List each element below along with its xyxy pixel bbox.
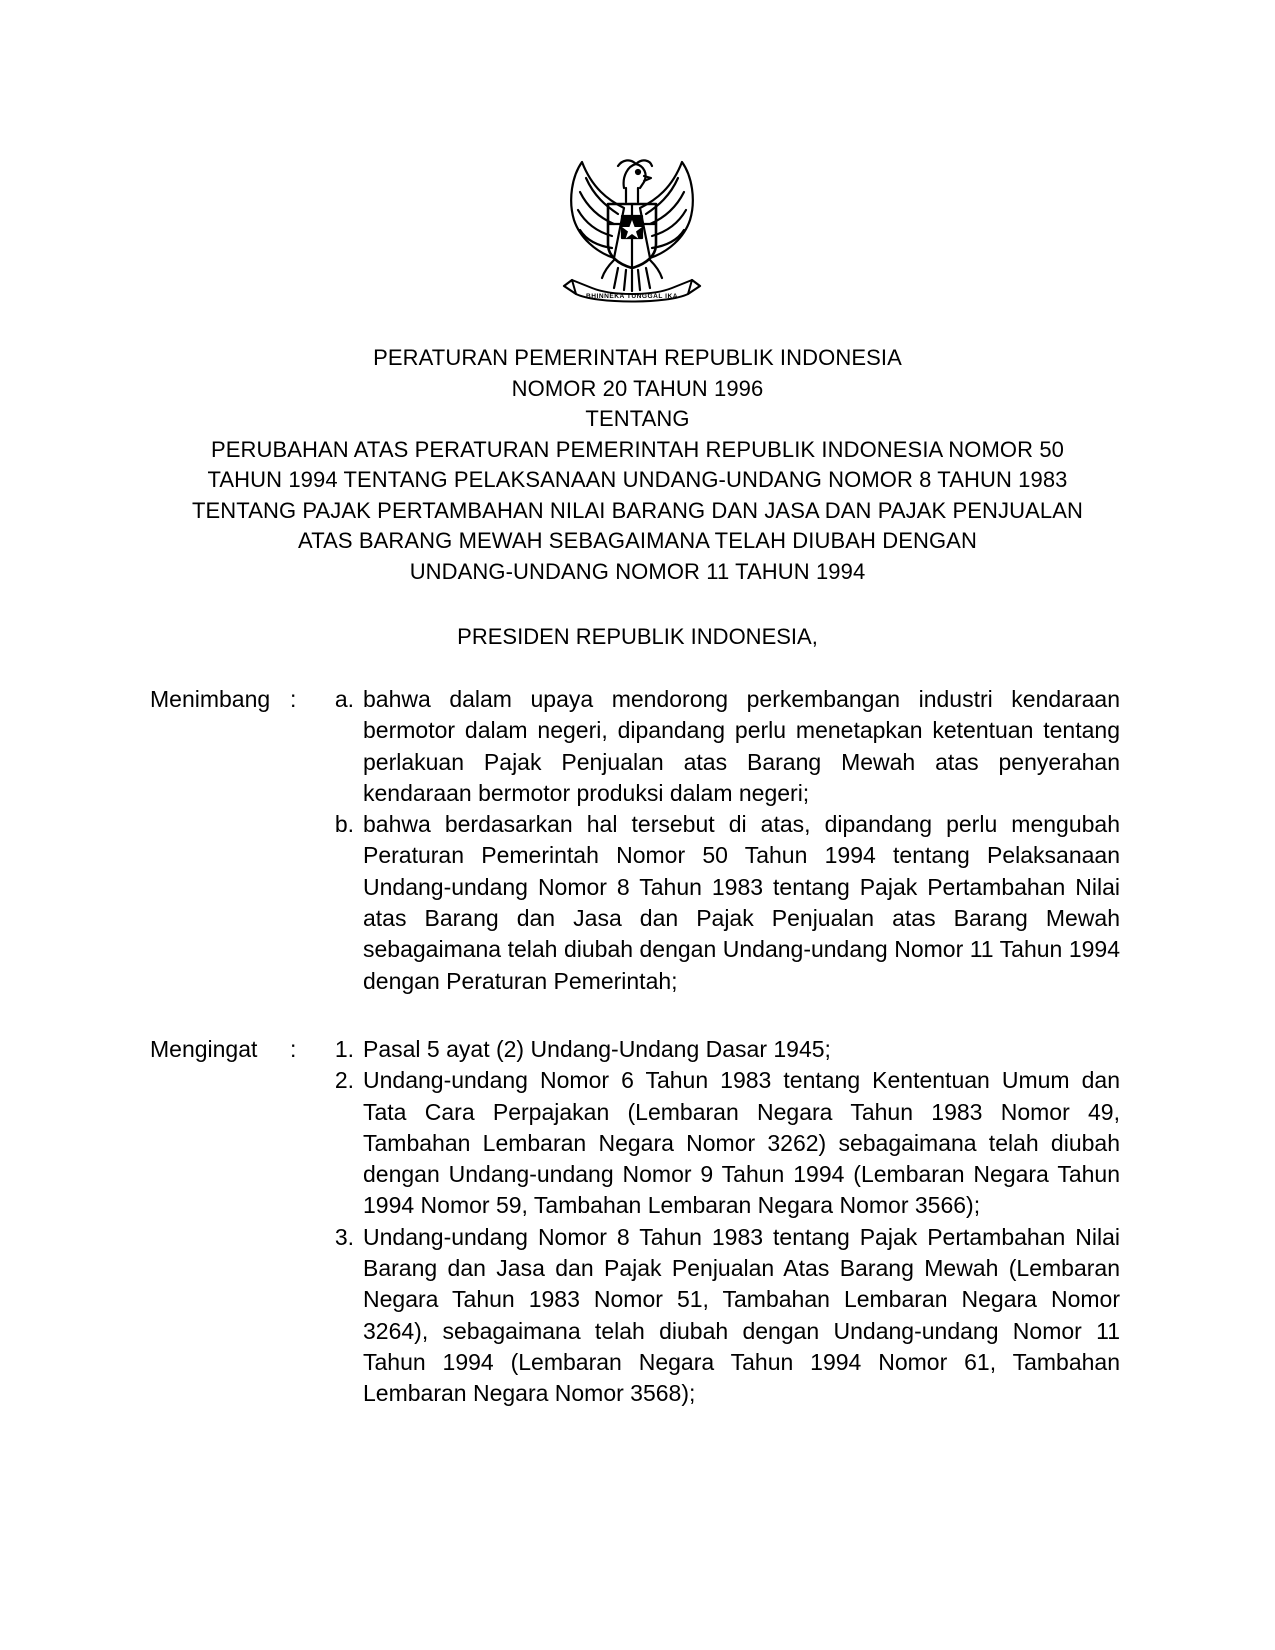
title-line: PERATURAN PEMERINTAH REPUBLIK INDONESIA (373, 345, 902, 370)
section-label: Menimbang (150, 686, 271, 712)
list-item (150, 684, 1120, 809)
item-text: Pasal 5 ayat (2) Undang-Undang Dasar 1945; (363, 1036, 831, 1062)
title-line: TENTANG PAJAK PERTAMBAHAN NILAI BARANG DAN JASA DAN PAJAK PENJUALAN (192, 497, 1083, 523)
mengingat-section (150, 1034, 1120, 1410)
item-text: bahwa berdasarkan hal tersebut di atas, dipandang perlu mengubah Peraturan Pemerintah Nomor 50 Tahun 1994 tentang Pelaksanaan Undang-undang Nomor 8 Tahun 1983 tentang Pajak Pertambahan Nilai atas Barang dan Jasa dan Pajak Penjualan atas Barang Mewah sebagaimana telah diubah dengan Undang-undang Nomor 11 Tahun 1994 dengan Peraturan Pemerintah; (363, 811, 1120, 994)
item-text: Undang-undang Nomor 8 Tahun 1983 tentang Pajak Pertambahan Nilai Barang dan Jasa dan Pajak Penjualan Atas Barang Mewah (Lembaran Negara Tahun 1983 Nomor 51, Tambahan Lembaran Negara Nomor 3264), sebagaimana telah diubah dengan Undang-undang Nomor 11 Tahun 1994 (Lembaran Negara Tahun 1994 Nomor 61, Tambahan Lembaran Negara Nomor 3568); (363, 1223, 1120, 1407)
list-item (150, 1065, 1120, 1221)
item-text: Undang-undang Nomor 6 Tahun 1983 tentang Kententuan Umum dan Tata Cara Perpajakan (Lembaran Negara Tahun 1983 Nomor 49, Tambahan Lembaran Negara Nomor 3262) sebagaimana telah diubah dengan Undang-undang Nomor 9 Tahun 1994 (Lembaran Negara Tahun 1994 Nomor 59, Tambahan Lembaran Negara Nomor 3566); (363, 1067, 1120, 1219)
item-marker: b. (334, 811, 354, 838)
list-item (150, 1222, 1120, 1410)
document-title (150, 343, 1125, 587)
title-line: NOMOR 20 TAHUN 1996 (511, 375, 764, 401)
item-marker: 1. (334, 1036, 354, 1062)
title-line: TENTANG (585, 406, 690, 431)
section-colon: : (290, 1036, 297, 1062)
item-text: bahwa dalam upaya mendorong perkembangan industri kendaraan bermotor dalam negeri, dipandang perlu menetapkan ketentuan tentang perlakuan Pajak Penjualan atas Barang Mewah atas penyerahan kendaraan bermotor produksi dalam negeri; (363, 686, 1120, 806)
item-marker: 2. (334, 1067, 354, 1094)
section-label: Mengingat (150, 1036, 258, 1062)
garuda-emblem-icon (552, 148, 712, 313)
president-line: PRESIDEN REPUBLIK INDONESIA, (457, 624, 818, 649)
list-item (150, 809, 1120, 997)
section-colon: : (290, 686, 297, 712)
svg-text:BHINNEKA TUNGGAL IKA: BHINNEKA TUNGGAL IKA (585, 293, 679, 300)
title-line: TAHUN 1994 TENTANG PELAKSANAAN UNDANG-UNDANG NOMOR 8 TAHUN 1983 (207, 467, 1068, 492)
title-line: UNDANG-UNDANG NOMOR 11 TAHUN 1994 (409, 558, 866, 584)
garuda-emblem (552, 148, 712, 313)
title-line: PERUBAHAN ATAS PERATURAN PEMERINTAH REPUBLIK INDONESIA NOMOR 50 (210, 436, 1065, 462)
menimbang-section (150, 684, 1120, 997)
item-marker: 3. (334, 1223, 354, 1250)
list-item (150, 1034, 1120, 1065)
title-line: ATAS BARANG MEWAH SEBAGAIMANA TELAH DIUBAH DENGAN (298, 528, 977, 553)
item-marker: a. (334, 686, 354, 712)
